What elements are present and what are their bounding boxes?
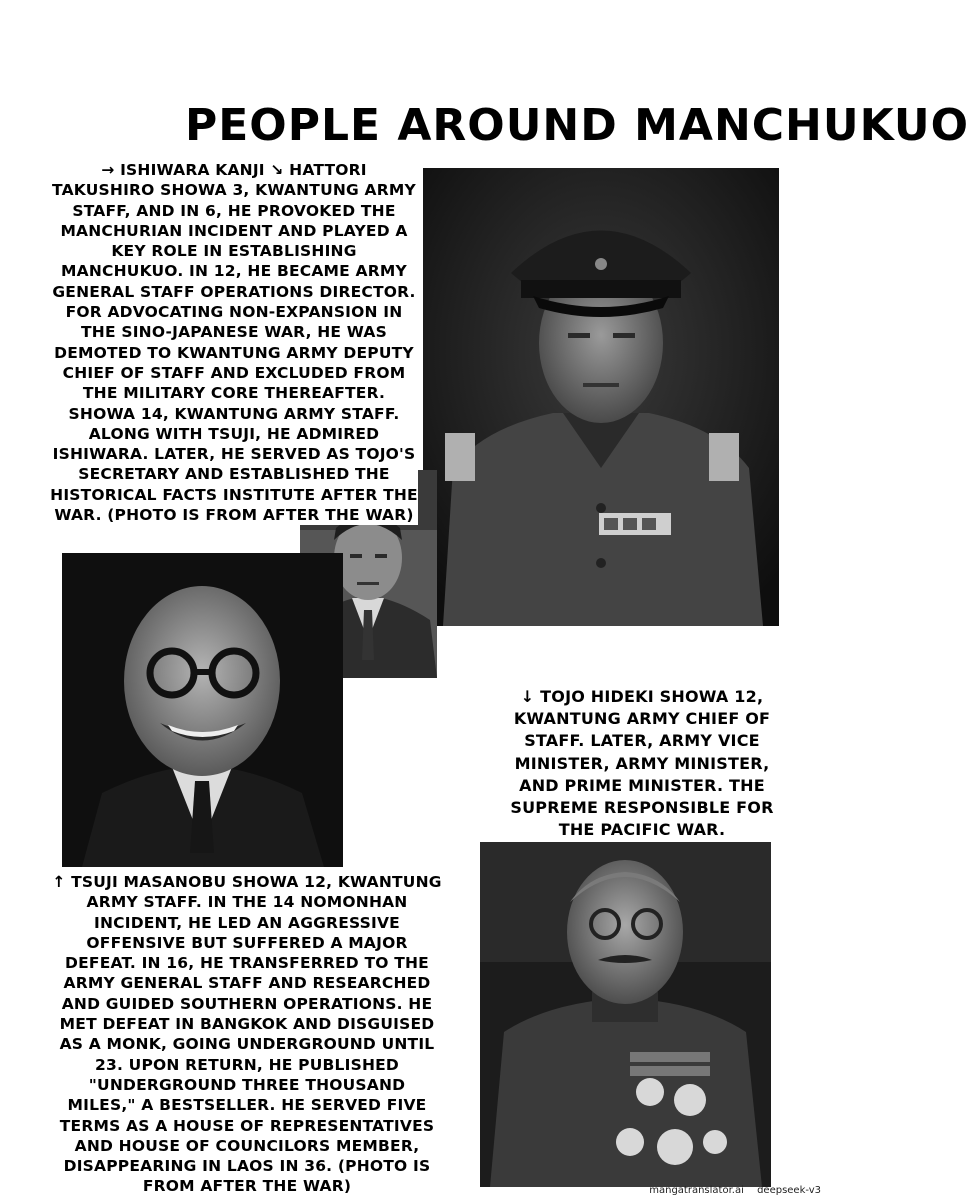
ishiwara-hattori-caption: → ISHIWARA KANJI ↘ HATTORI TAKUSHIRO SHOWA 3, KWANTUNG ARMY STAFF, AND IN 6, HE PROVOKED THE MANCHURIAN INCIDENT AND PLAYED A KEY ROLE IN ESTABLISHING MANCHUKUO. IN 12, HE BECAME ARMY GENERAL STAFF OPERATIONS DIRECTOR. FOR ADVOCATING NON-EXPANSION IN THE SINO-JAPANESE WAR, HE WAS DEMOTED TO KWANTUNG ARMY DEPUTY CHIEF OF STAFF AND EXCLUDED FROM THE MILITARY CORE THEREAFTER. SHOWA 14, KWANTUNG ARMY STAFF. ALONG WITH TSUJI, HE ADMIRED ISHIWARA. LATER, HE SERVED AS TOJO'S SECRETARY AND ESTABLISHED THE HISTORICAL FACTS INSTITUTE AFTER THE WAR. (PHOTO IS FROM AFTER THE WAR) <box>50 161 418 525</box>
tojo-photo <box>480 842 771 1187</box>
tsuji-photo <box>62 553 343 867</box>
watermark-footer <box>639 1185 821 1196</box>
tsuji-caption: ↑ TSUJI MASANOBU SHOWA 12, KWANTUNG ARMY STAFF. IN THE 14 NOMONHAN INCIDENT, HE LED AN AGGRESSIVE OFFENSIVE BUT SUFFERED A MAJOR DEFEAT. IN 16, HE TRANSFERRED TO THE ARMY GENERAL STAFF AND RESEARCHED AND GUIDED SOUTHERN OPERATIONS. HE MET DEFEAT IN BANGKOK AND DISGUISED AS A MONK, GOING UNDERGROUND UNTIL 23. UPON RETURN, HE PUBLISHED "UNDERGROUND THREE THOUSAND MILES," A BESTSELLER. HE SERVED FIVE TERMS AS A HOUSE OF REPRESENTATIVES AND HOUSE OF COUNCILORS MEMBER, DISAPPEARING IN LAOS IN 36. (PHOTO IS FROM AFTER THE WAR) <box>52 873 442 1196</box>
tojo-caption: ↓ TOJO HIDEKI SHOWA 12, KWANTUNG ARMY CHIEF OF STAFF. LATER, ARMY VICE MINISTER, ARMY MINISTER, AND PRIME MINISTER. THE SUPREME RESPONSIBLE FOR THE PACIFIC WAR. <box>510 687 774 840</box>
ishiwara-photo <box>423 168 779 626</box>
page-title: PEOPLE AROUND MANCHUKUO <box>185 100 969 151</box>
footer-model: deepseek-v3 <box>757 1185 821 1196</box>
footer-site: mangatranslator.ai <box>649 1185 744 1196</box>
